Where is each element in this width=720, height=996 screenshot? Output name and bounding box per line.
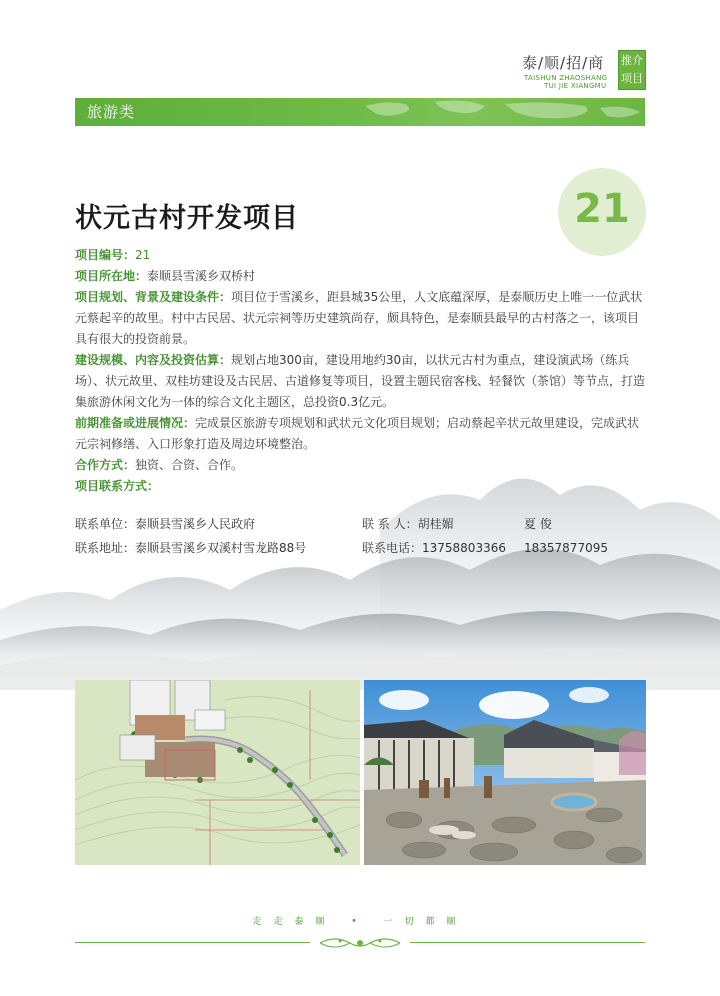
footer-slogan: 走走泰顺 • 一切都顺: [252, 917, 468, 927]
contact-phone-2: 18357877095: [524, 541, 608, 555]
scale-label: 建设规模、内容及投资估算：: [75, 353, 232, 367]
contact-phone: 联系电话：13758803366: [362, 541, 506, 555]
field-contact-heading: [75, 476, 647, 497]
category-bar: [75, 98, 645, 126]
contact-person-2: 夏 俊: [524, 517, 552, 531]
field-background: [75, 287, 647, 350]
progress-value: 完成景区旅游专项规划和武状元文化项目规划；启动蔡起辛状元故里建设，完成武状元宗祠修缮、入口形象打造及周边环境整治。: [75, 416, 640, 451]
field-progress: [75, 413, 647, 455]
brand-tag-line2: 项目: [621, 72, 643, 85]
contact-unit: 联系单位：泰顺县雪溪乡人民政府: [75, 517, 256, 531]
scale-value: 规划占地300亩，建设用地约30亩，以状元古村为重点，建设演武场（练兵场）、状元故里、双桂坊建设及古民居、古道修复等项目，设置主题民宿客栈、轻餐饮（茶馆）等节点，打造集旅游休闲文化为一体的综合文化主题区，总投资0.3亿元。: [75, 353, 646, 409]
field-project-id: [75, 245, 647, 266]
brand-title: 泰/顺/招/商: [522, 54, 605, 72]
location-label: 项目所在地：: [75, 269, 148, 283]
cooperation-value: 独资、合资、合作。: [135, 458, 244, 472]
project-number: 21: [574, 186, 630, 232]
contact-row: [75, 536, 655, 560]
background-label: 项目规划、背景及建设条件：: [75, 290, 232, 304]
field-location: [75, 266, 647, 287]
floral-ornament-icon: [310, 933, 410, 953]
category-label: 旅游类: [87, 103, 136, 121]
contact-address: 联系地址：泰顺县雪溪乡双溪村雪龙路88号: [75, 541, 307, 555]
brand-subtitle-line1: TAISHUN ZHAOSHANG: [524, 74, 608, 82]
project-id-label: 项目编号：: [75, 248, 136, 262]
location-value: 泰顺县雪溪乡双桥村: [147, 269, 256, 283]
brand-header: [512, 48, 652, 94]
world-map-icon: [345, 98, 645, 126]
field-scale: [75, 350, 647, 413]
project-number-badge: [558, 168, 646, 256]
project-details: [75, 245, 647, 497]
brand-subtitle-line2: TUI JIE XIANGMU: [544, 82, 607, 90]
brand-tag-line1: 推介: [621, 54, 643, 67]
page-title: 状元古村开发项目: [75, 203, 299, 234]
project-id-value: 21: [135, 248, 151, 262]
field-cooperation: [75, 455, 647, 476]
contact-info: [75, 512, 655, 560]
contact-heading: 项目联系方式：: [75, 479, 160, 493]
contact-row: [75, 512, 655, 536]
progress-label: 前期准备或进展情况：: [75, 416, 196, 430]
village-rendering-image: [364, 680, 646, 865]
contact-person: 联 系 人：胡桂媚: [362, 517, 454, 531]
brand-tag: [618, 50, 646, 90]
cooperation-label: 合作方式：: [75, 458, 136, 472]
background-value: 项目位于雪溪乡，距县城35公里，人文底蕴深厚，是泰顺历史上唯一一位武状元蔡起辛的故里。村中古民居、状元宗祠等历史建筑尚存，颇具特色，是泰顺县最早的古村落之一，该项目具有很大的投资前景。: [75, 290, 643, 346]
site-plan-image: [75, 680, 360, 865]
